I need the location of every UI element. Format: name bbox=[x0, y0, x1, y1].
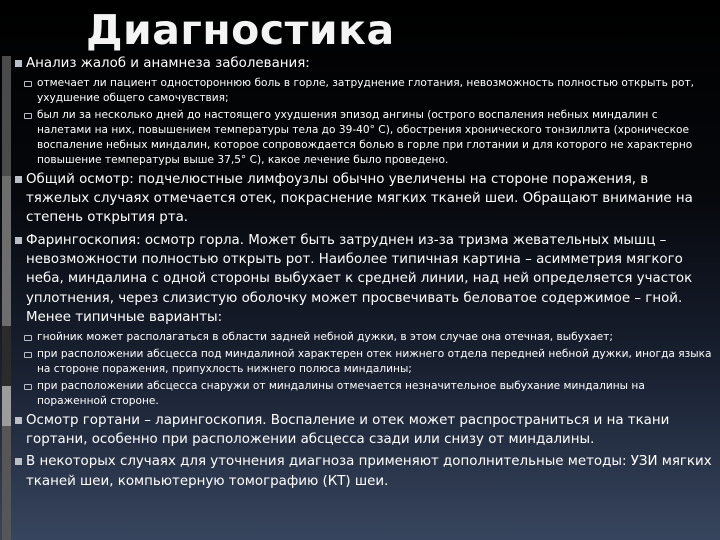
sub-bullet-text: гнойник может располагаться в области задней небной дужки, в этом случае она отечная, выбухает; bbox=[37, 331, 613, 344]
sub-bullet-marker-icon bbox=[24, 352, 32, 358]
bullet-marker-icon bbox=[15, 458, 22, 465]
bullet-marker-icon bbox=[15, 417, 22, 424]
strip-segment bbox=[2, 386, 11, 426]
sub-bullet-text: отмечает ли пациент одностороннюю боль в горле, затруднение глотания, невозможность полностью открыть рот, ухудшение общего самочувствия; bbox=[37, 77, 695, 105]
bullet-marker-icon bbox=[15, 237, 22, 244]
sub-bullet-text: при расположении абсцесса снаружи от миндалины отмечается незначительное выбухание миндалины на пораженной стороне. bbox=[37, 379, 645, 407]
decorative-strip bbox=[0, 56, 14, 540]
sub-bullet-marker-icon bbox=[24, 384, 32, 390]
bullet-item bbox=[14, 54, 714, 73]
sub-bullet-marker-icon bbox=[24, 81, 32, 87]
sub-bullet-item bbox=[24, 330, 714, 345]
sub-bullet-item bbox=[24, 76, 714, 106]
sub-bullet-text: был ли за несколько дней до настоящего ухудшения эпизод ангины (острого воспаления небных миндалин с налетами на них, повышением температуры тела до 39-40° С), обострения хронического тонзиллита (хроническое воспаление небных миндалин, которое сопровождается болью в горле при глотании и для которого не характерно повышение температуры выше 37,5° С), какое лечение было проведено. bbox=[37, 109, 693, 166]
sub-bullet-marker-icon bbox=[24, 113, 32, 119]
bullet-text: Фарингоскопия: осмотр горла. Может быть затруднен из-за тризма жевательных мышц – невозможности полностью открыть рот. Наиболее типичная картина – асимметрия мягкого неба, миндалина с одной стороны выбухает к средней линии, над ней определяется участок уплотнения, через слизистую оболочку может просвечивать беловатое содержимое – гной. Менее типичные варианты: bbox=[26, 232, 693, 325]
strip-segment bbox=[2, 326, 11, 386]
bullet-list bbox=[14, 54, 714, 494]
sub-bullet-marker-icon bbox=[24, 335, 32, 341]
bullet-item bbox=[14, 231, 714, 327]
bullet-item bbox=[14, 452, 714, 491]
bullet-item bbox=[14, 170, 714, 228]
bullet-item bbox=[14, 411, 714, 450]
bullet-text: Общий осмотр: подчелюстные лимфоузлы обычно увеличены на стороне поражения, в тяжелых случаях отмечается отек, покраснение мягких тканей шеи. Обращают внимание на степень открытия рта. bbox=[26, 171, 693, 226]
bullet-text: Анализ жалоб и анамнеза заболевания: bbox=[26, 56, 310, 71]
sub-bullet-item bbox=[24, 108, 714, 168]
bullet-text: Осмотр гортани – ларингоскопия. Воспаление и отек может распространиться и на ткани гортани, особенно при расположении абсцесса сзади или снизу от миндалины. bbox=[26, 412, 670, 447]
strip-segment bbox=[2, 56, 11, 176]
bullet-marker-icon bbox=[15, 176, 22, 183]
sub-bullet-item bbox=[24, 347, 714, 377]
strip-segment bbox=[2, 176, 11, 326]
bullet-text: В некоторых случаях для уточнения диагноза применяют дополнительные методы: УЗИ мягких тканей шеи, компьютерную томографию (КТ) шеи. bbox=[26, 454, 712, 489]
strip-segment bbox=[2, 426, 11, 540]
sub-bullet-item bbox=[24, 379, 714, 409]
bullet-marker-icon bbox=[15, 60, 22, 67]
page-title: Диагностика bbox=[86, 6, 395, 54]
sub-bullet-text: при расположении абсцесса под миндалиной характерен отек нижнего отдела передней небной дужки, иногда языка на стороне поражения, припухлость нижнего полюса миндалины; bbox=[37, 348, 712, 375]
